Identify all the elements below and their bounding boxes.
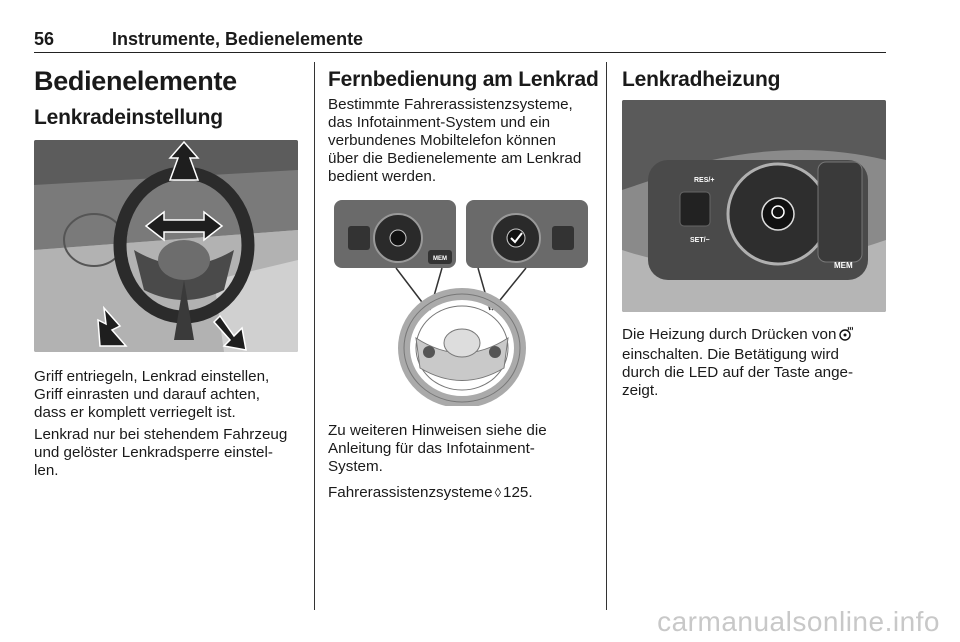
steering-adjust-note: Lenkrad nur bei stehendem Fahrzeug und gelöster Lenkradsperre einstel- len. <box>34 426 288 479</box>
page-header <box>34 29 886 53</box>
page-ref-icon: ◊ <box>494 485 502 500</box>
remote-control-text: Bestimmte Fahrerassistenzsysteme, das Infotainment-System und ein verbundenes Mobiltelefon können über die Bedienelemente am Lenkrad bedient werden. <box>328 96 582 185</box>
set-label: SET/− <box>690 237 710 244</box>
column-divider-2 <box>606 62 607 610</box>
heated-wheel-heading: Lenkradheizung <box>622 68 781 91</box>
section-title: Instrumente, Bedienelemente <box>112 29 364 49</box>
mem-label: MEM <box>834 261 853 270</box>
main-heading: Bedienelemente <box>34 66 237 96</box>
steering-adjust-heading: Lenkradeinstellung <box>34 106 223 129</box>
mem-label: MEM <box>433 256 447 262</box>
res-label: RES/+ <box>694 177 715 184</box>
steering-adjust-text: Griff entriegeln, Lenkrad einstellen, Griff einrasten und darauf achten, dass er komplett verriegelt ist. <box>34 368 270 421</box>
heated-wheel-text: Die Heizung durch Drücken von einschalten. Die Betätigung wird durch die LED auf der Taste ange- zeigt. <box>622 326 854 399</box>
page-number: 56 <box>34 29 55 49</box>
column-divider-1 <box>314 62 315 610</box>
watermark: carmanualsonline.info <box>657 606 940 637</box>
steering-controls-figure <box>332 198 590 406</box>
infotainment-note: Zu weiteren Hinweisen siehe die Anleitung für das Infotainment- System. <box>328 422 547 475</box>
steering-adjust-figure <box>34 140 298 352</box>
remote-control-heading: Fernbedienung am Lenkrad <box>328 68 599 91</box>
assist-ref: Fahrerassistenzsysteme ◊ 125. <box>328 484 533 501</box>
heated-steering-wheel-icon <box>839 326 853 346</box>
heated-wheel-figure <box>622 100 886 312</box>
